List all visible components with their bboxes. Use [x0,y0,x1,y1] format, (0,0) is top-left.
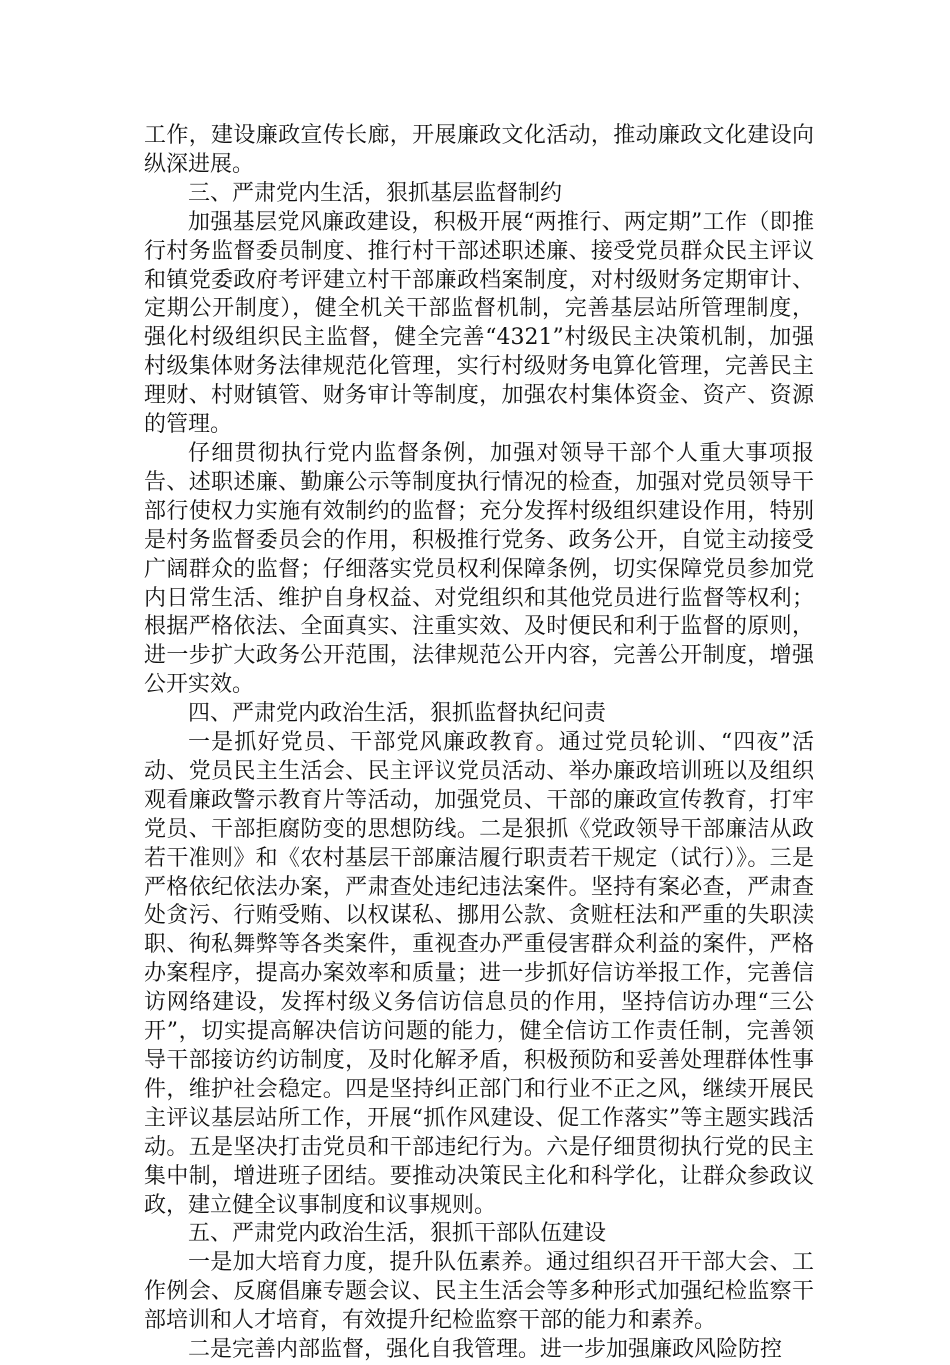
paragraph-internal-supervision: 二是完善内部监督，强化自我管理。进一步加强廉政风险防控 [188,1337,783,1363]
paragraph-grassroots-supervision: 加强基层党风廉政建设，积极开展“两推行、两定期”工作（即推行村务监督委员制度、推行村干部述职述廉、接受党员群众民主评议和镇党委政府考评建立村干部廉政档案制度，对村级财务定期审计、定期公开制度），健全机关干部监督机制，完善基层站所管理制度，强化村级组织民主监督，健全完善“4321”村级民主决策机制，加强村级集体财务法律规范化管理，实行村级财务电算化管理，完善民主理财、村财镇管、财务审计等制度，加强农村集体资金、资产、资源的管理。 [144,209,814,438]
section-heading-4: 四、严肃党内政治生活，狠抓监督执纪问责 [188,701,607,727]
section-heading-3: 三、严肃党内生活，狠抓基层监督制约 [188,180,563,206]
document-body [144,122,814,1365]
section-heading-5: 五、严肃党内政治生活，狠抓干部队伍建设 [188,1221,607,1247]
paragraph-discipline-accountability: 一是抓好党员、干部党风廉政教育。通过党员轮训、“四夜”活动、党员民主生活会、民主评议党员活动、举办廉政培训班以及组织观看廉政警示教育片等活动，加强党员、干部的廉政宣传教育，打牢党员、干部拒腐防变的思想防线。二是狠抓《党政领导干部廉洁从政若干准则》和《农村基层干部廉洁履行职责若干规定（试行）》。三是严格依纪依法办案，严肃查处违纪违法案件。坚持有案必查，严肃查处贪污、行贿受贿、以权谋私、挪用公款、贪赃枉法和严重的失职渎职、徇私舞弊等各类案件，重视查办严重侵害群众利益的案件，严格办案程序，提高办案效率和质量；进一步抓好信访举报工作，完善信访网络建设，发挥村级义务信访信息员的作用，坚持信访办理“三公开”，切实提高解决信访问题的能力，健全信访工作责任制，完善领导干部接访约访制度，及时化解矛盾，积极预防和妥善处理群体性事件，维护社会稳定。四是坚持纠正部门和行业不正之风，继续开展民主评议基层站所工作，开展“抓作风建设、促工作落实”等主题实践活动。五是坚决打击党员和干部违纪行为。六是仔细贯彻执行党的民主集中制，增进班子团结。要推动决策民主化和科学化，让群众参政议政，建立健全议事制度和议事规则。 [144,730,814,1218]
paragraph-cadre-training: 一是加大培育力度，提升队伍素养。通过组织召开干部大会、工作例会、反腐倡廉专题会议、民主生活会等多种形式加强纪检监察干部培训和人才培育，有效提升纪检监察干部的能力和素养。 [144,1250,814,1334]
paragraph-inner-party-supervision: 仔细贯彻执行党内监督条例，加强对领导干部个人重大事项报告、述职述廉、勤廉公示等制度执行情况的检查，加强对党员领导干部行使权力实施有效制约的监督；充分发挥村级组织建设作用，特别是村务监督委员会的作用，积极推行党务、政务公开，自觉主动接受广阔群众的监督；仔细落实党员权利保障条例，切实保障党员参加党内日常生活、维护自身权益、对党组织和其他党员进行监督等权利；根据严格依法、全面真实、注重实效、及时便民和利于监督的原则，进一步扩大政务公开范围，法律规范公开内容，完善公开制度，增强公开实效。 [144,440,814,698]
paragraph-continuation: 工作，建设廉政宣传长廊，开展廉政文化活动，推动廉政文化建设向纵深进展。 [144,123,814,177]
